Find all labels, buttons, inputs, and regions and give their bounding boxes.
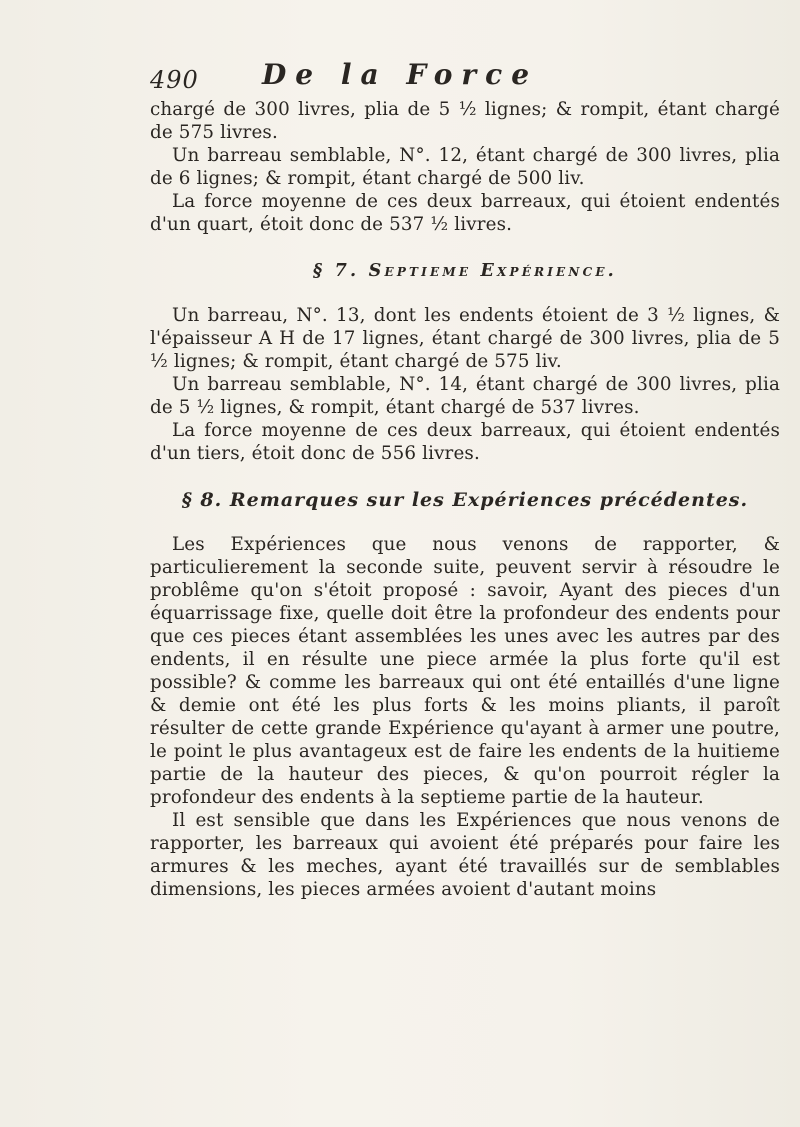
paragraph: Il est sensible que dans les Expériences que nous venons de rapporter, les barreaux qui avoient été préparés pour faire les armures & les meches, ayant été travaillés sur de semblables dimensions, les pieces armées avoient d'autant moins — [150, 810, 780, 900]
section-heading-7: § 7. Septieme Expérience. — [313, 261, 617, 281]
page-header — [150, 58, 710, 98]
paragraph: La force moyenne de ces deux barreaux, qui étoient endentés d'un tiers, étoit donc de 556 livres. — [150, 420, 780, 464]
page-number: 490 — [150, 66, 199, 94]
paragraph-continued: chargé de 300 livres, plia de 5 ½ lignes; & rompit, étant chargé de 575 livres. — [150, 99, 780, 143]
paragraph: Un barreau, N°. 13, dont les endents étoient de 3 ½ lignes, & l'épaisseur A H de 17 lignes, étant chargé de 300 livres, plia de 5 ½ lignes; & rompit, étant chargé de 575 liv. — [150, 305, 780, 372]
paragraph: Les Expériences que nous venons de rapporter, & particulierement la seconde suite, peuvent servir à résoudre le problême qu'on s'étoit proposé : savoir, Ayant des pieces d'un équarrissage fixe, quelle doit être la profondeur des endents pour que ces pieces étant assemblées les unes avec les autres par des endents, il en résulte une piece armée la plus forte qu'il est possible? & comme les barreaux qui ont été entaillés d'une ligne & demie ont été les plus forts & les moins pliants, il paroît résulter de cette grande Expérience qu'ayant à armer une poutre, le point le plus avantageux est de faire les endents de la huitieme partie de la hauteur des pieces, & qu'on pourroit régler la profondeur des endents à la septieme partie de la hauteur. — [150, 534, 780, 808]
page-body — [150, 98, 780, 901]
paragraph: La force moyenne de ces deux barreaux, qui étoient endentés d'un quart, étoit donc de 537 ½ livres. — [150, 191, 780, 235]
paragraph: Un barreau semblable, N°. 12, étant chargé de 300 livres, plia de 6 lignes; & rompit, étant chargé de 500 liv. — [150, 145, 780, 189]
paragraph: Un barreau semblable, N°. 14, étant chargé de 300 livres, plia de 5 ½ lignes, & rompit, étant chargé de 537 livres. — [150, 374, 780, 418]
running-head: De la Force — [262, 58, 539, 91]
section-heading-8: § 8. Remarques sur les Expériences précédentes. — [181, 489, 749, 511]
